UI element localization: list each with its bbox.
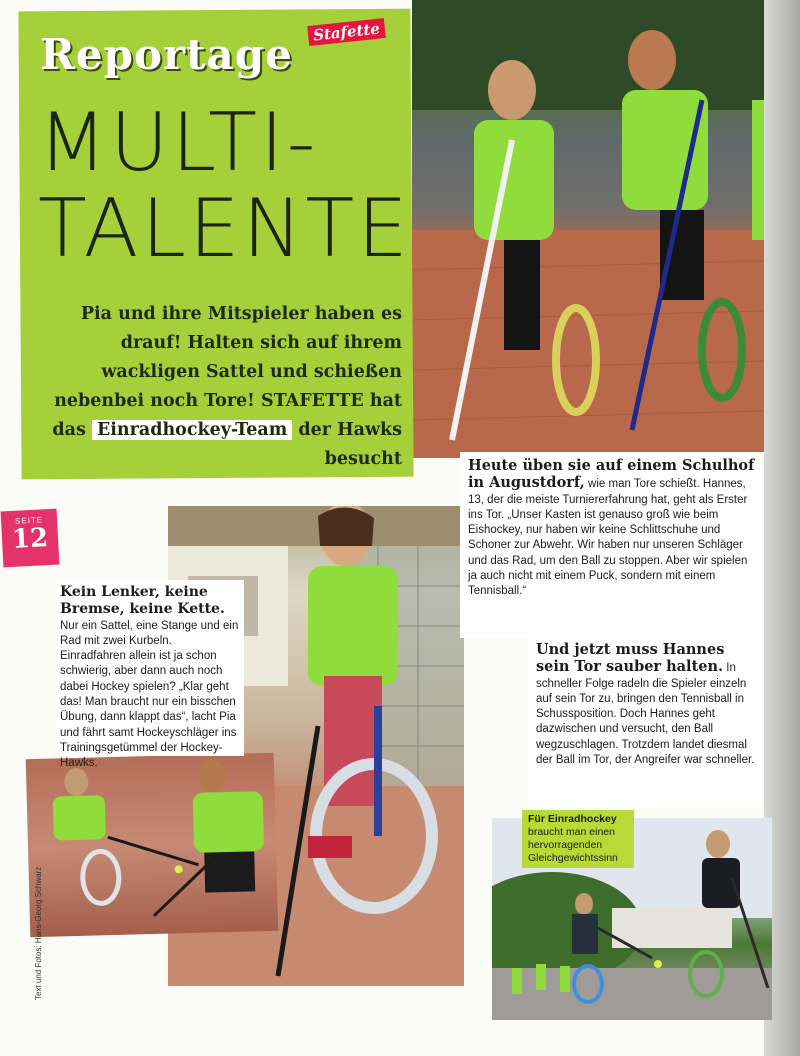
paragraph-body: In schneller Folge radeln die Spieler einzeln auf sein Tor zu, bringen den Tennisball in Schussposition. Doch Hannes geht dazwischen und versucht, den Ball wegzuschlagen. Trotzdem landet diesmal der Ball im Tor, der Angreifer war schneller. — [536, 662, 755, 767]
page-number-label: SEITE — [14, 515, 44, 526]
intro-text — [52, 300, 402, 474]
caption-title: Für Einradhockey — [528, 813, 617, 825]
page-number-value: 12 — [11, 523, 49, 555]
photo-credit: Text und Fotos: Hans-Georg Schwarz — [34, 866, 43, 1000]
paragraph-lead: Heute üben sie auf einem Schulhof in Augustdorf, — [468, 457, 755, 492]
article-paragraph-schoolyard — [460, 452, 764, 638]
headline-line-1: MULTI- — [38, 96, 319, 189]
article-paragraph-unicycle — [56, 580, 244, 770]
headline-line-2: TALENTE — [38, 182, 411, 275]
headline — [38, 96, 411, 275]
photo-left-illustration — [26, 753, 279, 937]
photo-players-practicing — [26, 753, 279, 937]
photo-two-girls-on-unicycles — [412, 0, 800, 458]
paragraph-lead: Kein Lenker, keine Bremse, keine Kette. — [60, 584, 225, 618]
page-number-badge — [1, 509, 60, 568]
intro-text-end: der Hawks besucht — [292, 420, 402, 469]
section-title: Reportage — [40, 30, 293, 79]
caption-text: braucht man einen hervorragenden Gleichgewichtssinn — [528, 826, 618, 864]
brand-logo: Stafette — [307, 18, 386, 46]
intro-highlight: Einradhockey-Team — [92, 420, 292, 440]
photo-top-illustration — [412, 0, 800, 458]
paragraph-body: Nur ein Sattel, eine Stange und ein Rad mit zwei Kurbeln. Einradfahren allein ist ja schon schwierig, aber dann auch noch dabei Hockey spielen? „Klar geht das! Man braucht nur ein bisschen Übung, dann klappt das“, lacht Pia und fährt samt Hockeyschläger ins Trainingsgetümmel der Hockey-Hawks. — [60, 619, 239, 770]
intro-text-start: Pia und ihre Mitspieler haben es drauf! Halten sich auf ihrem wackligen Sattel und schießen nebenbei noch Tore! STAFETTE hat das — [52, 304, 402, 440]
article-paragraph-goal — [528, 636, 764, 808]
paragraph-lead: Und jetzt muss Hannes sein Tor sauber halten. — [536, 641, 725, 676]
paragraph-body: wie man Tore schießt. Hannes, 13, der die meiste Turniererfahrung hat, geht als Erster ins Tor. „Unser Kasten ist genauso groß wie beim Eishockey, nur haben wir keine Schlittschuhe und Schoner zur Abwehr. Wir haben nur unseren Schläger und das Rad, um den Ball zu stoppen. Aber wir spielen ja auch nicht mit einem Puck, sondern mit einem Tennisball.“ — [468, 478, 748, 598]
photo-caption — [522, 810, 634, 868]
